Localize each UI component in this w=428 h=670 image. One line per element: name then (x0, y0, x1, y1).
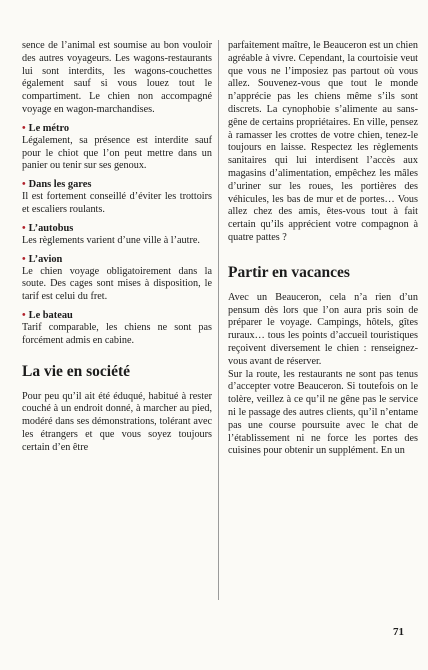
bullet-icon: • (22, 253, 26, 265)
vacances-paragraph-1: Avec un Beauceron, cela n’a rien d’un pensum dès lors que l’on aura pris soin de préparer le voyage. Campings, hôtels, gîtes ruraux… tous les points d’accueil touristiques reçoivent diversement le chien : renseignez-vous avant de réserver. (228, 291, 418, 367)
heading-vie-en-societe: La vie en société (22, 362, 131, 380)
page-number: 71 (393, 626, 404, 638)
section-title: • Le métro (22, 122, 70, 134)
section-autobus (22, 222, 212, 248)
continuation-paragraph: parfaitement maître, le Beauceron est un chien agréable à vivre. Cependant, la courtoisie veut que vous ne l’imposiez pas partout où vous allez. Souvenez-vous que tout le monde n’apprécie pas les chiens même s’ils sont discrets. La cynophobie s’alimente au sans-gêne de certains propriétaires. En ville, pensez à ramasser les crottes de votre chien, tenez-le toujours en laisse. Respectez les règlements sanitaires qui lui interdisent l’accès aux magasins d’alimentation, empêchez les mâles d’uriner sur les roues, les portières des véhicules, les bas de mur et de portes… Vous allez chez des amis, êtes-vous tout à fait certain qu’ils apprécient votre compagnon à quatre pattes ? (228, 40, 418, 243)
section-text: Le chien voyage obligatoirement dans la soute. Des cages sont mises à disposition, le tarif est celui du fret. (22, 265, 212, 303)
section-title: • Le bateau (22, 309, 73, 321)
section-metro (22, 122, 212, 173)
bullet-icon: • (22, 309, 26, 321)
bullet-icon: • (22, 122, 26, 134)
intro-paragraph: sence de l’animal est soumise au bon vouloir des autres voyageurs. Les wagons-restaurants lui sont interdits, les wagons-couchettes également sauf si vous louez tout le compartiment. Le chien non accompagné voyage en wagon-marchandises. (22, 40, 212, 115)
section-text: Légalement, sa présence est interdite sauf pour le chiot que l’on peut mettre dans un panier ou tenir sur ses genoux. (22, 134, 212, 172)
section-title: • L’autobus (22, 222, 74, 234)
bullet-icon: • (22, 222, 26, 234)
heading-partir-en-vacances: Partir en vacances (228, 263, 350, 281)
section-title: • L’avion (22, 253, 63, 265)
section-gares (22, 178, 212, 217)
column-divider (218, 40, 219, 600)
section-title: • Dans les gares (22, 179, 92, 191)
left-column (22, 40, 212, 455)
section-text: Il est fortement conseillé d’éviter les trottoirs et escaliers roulants. (22, 191, 212, 215)
vie-en-societe-paragraph: Pour peu qu’il ait été éduqué, habitué à rester couché à un endroit donné, à marcher au pied, modéré dans ses démonstrations, tolérant avec les étrangers et que vous soyez toujours certain d’en être (22, 390, 212, 453)
vacances-paragraph-2: Sur la route, les restaurants ne sont pas tenus d’accepter votre Beauceron. Si toutefois on le tolère, veillez à ce qu’il ne gêne pas le service ni le passage des autres clients, qu’il n’entame pas une course poursuite avec le chat de l’établissement ni ne force les portes des cuisines pour obtenir un supplément. En un (228, 368, 418, 457)
section-bateau (22, 309, 212, 348)
section-avion (22, 253, 212, 304)
section-text: Les règlements varient d’une ville à l’autre. (22, 234, 200, 246)
bullet-icon: • (22, 179, 26, 191)
section-text: Tarif comparable, les chiens ne sont pas forcément admis en cabine. (22, 321, 212, 346)
right-column (228, 40, 418, 458)
